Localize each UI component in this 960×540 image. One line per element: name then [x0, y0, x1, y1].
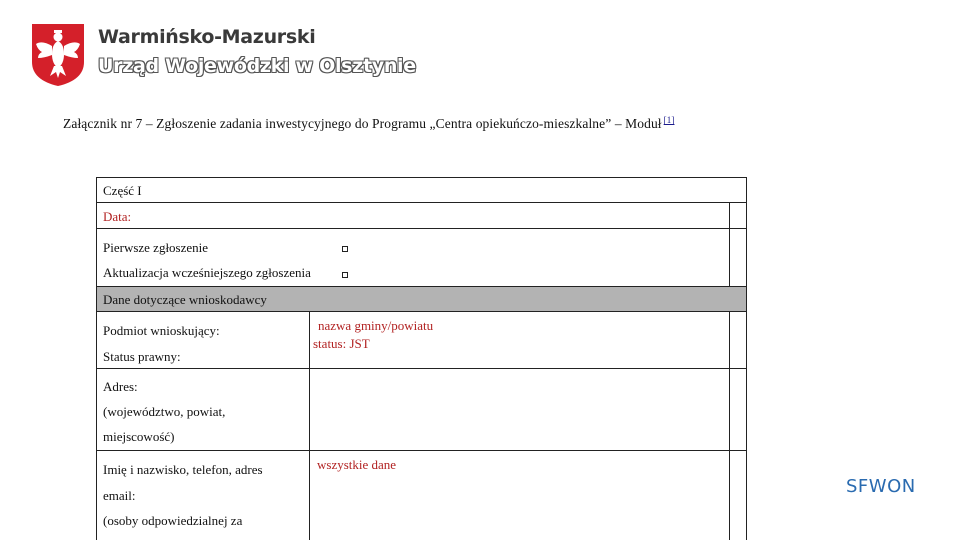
legal-status-label: Status prawny:	[103, 349, 181, 364]
applicant-label: Podmiot wnioskujący:	[103, 323, 220, 338]
section-header: Część I	[103, 183, 142, 198]
narrow-column-line	[729, 311, 730, 540]
submission-type-row	[97, 228, 747, 286]
legal-status-value: status: JST	[313, 336, 370, 351]
applicant-value: nazwa gminy/powiatu	[318, 318, 434, 333]
section-header-row	[97, 177, 747, 203]
applicant-section-header: Dane dotyczące wnioskodawcy	[103, 292, 267, 307]
org-name: Warmińsko-Mazurski	[98, 26, 316, 48]
date-row	[97, 202, 747, 228]
narrow-column-line	[729, 202, 730, 286]
address-hint: (województwo, powiat,	[103, 404, 226, 419]
address-label: Adres:	[103, 379, 138, 394]
footnote-link[interactable]: [1]	[663, 115, 675, 125]
contact-label-2: email:	[103, 488, 136, 503]
contact-label-3: (osoby odpowiedzialnej za	[103, 513, 243, 528]
form-right-border	[746, 202, 747, 540]
update-label: Aktualizacja wcześniejszego zgłoszenia	[103, 265, 311, 280]
first-submission-checkbox[interactable]	[342, 246, 348, 252]
address-hint-2: miejscowość)	[103, 429, 175, 444]
contact-row	[97, 450, 747, 540]
application-form	[96, 177, 746, 540]
first-submission-label: Pierwsze zgłoszenie	[103, 240, 209, 255]
coat-of-arms-icon	[30, 22, 86, 88]
contact-label: Imię i nazwisko, telefon, adres	[103, 462, 263, 477]
date-label: Data:	[103, 209, 132, 224]
address-row	[97, 368, 747, 450]
brand-label: SFWON	[846, 476, 916, 497]
update-checkbox[interactable]	[342, 272, 348, 278]
column-divider	[309, 311, 310, 540]
document-title-text: Załącznik nr 7 – Zgłoszenie zadania inwestycyjnego do Programu „Centra opiekuńczo-mieszkalne” – Moduł	[63, 116, 662, 131]
applicant-section-row	[97, 286, 747, 311]
contact-value: wszystkie dane	[317, 457, 397, 472]
form-border	[746, 177, 747, 203]
header	[30, 22, 416, 88]
applicant-row	[97, 311, 747, 368]
org-subtitle: Urząd Wojewódzki w Olsztynie	[98, 55, 416, 77]
document-title	[63, 115, 674, 132]
